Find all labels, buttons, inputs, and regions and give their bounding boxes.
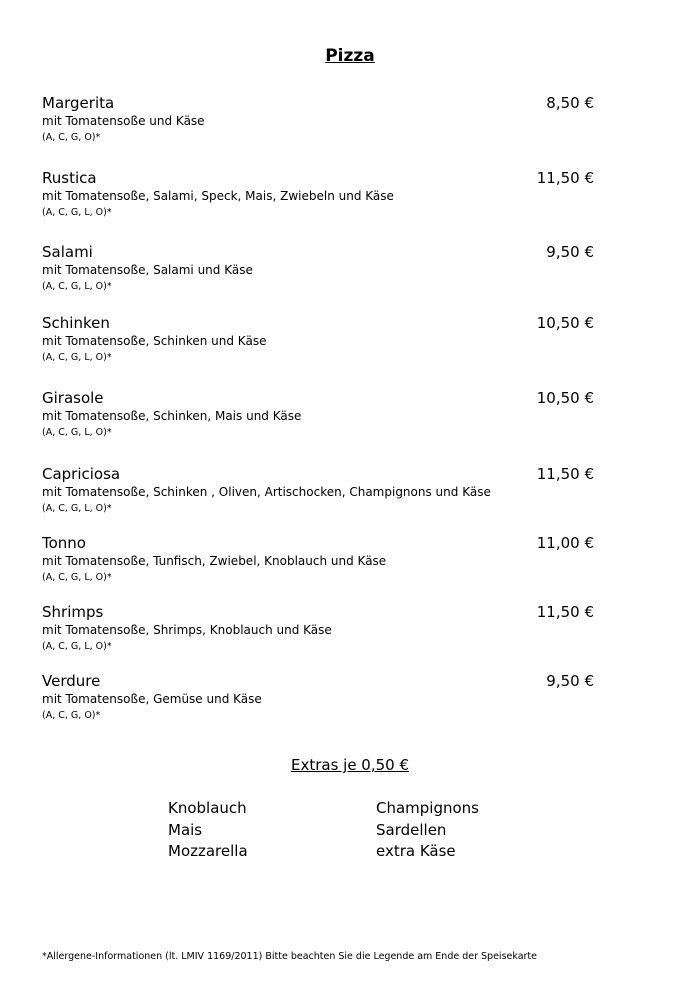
item-description: mit Tomatensoße, Schinken und Käse bbox=[42, 334, 267, 348]
extras-list-left bbox=[168, 798, 248, 863]
item-name: Capriciosa bbox=[42, 465, 121, 483]
allergen-footnote: *Allergene-Informationen (lt. LMIV 1169/2011) Bitte beachten Sie die Legende am Ende der Speisekarte bbox=[42, 951, 537, 962]
item-name: Rustica bbox=[42, 169, 97, 187]
item-allergens: (A, C, G, L, O)* bbox=[42, 281, 112, 292]
menu-item-salami bbox=[42, 243, 598, 293]
item-name: Shrimps bbox=[42, 603, 104, 621]
item-allergens: (A, C, G, O)* bbox=[42, 710, 101, 721]
item-price: 10,50 € bbox=[536, 314, 594, 332]
item-name: Schinken bbox=[42, 314, 110, 332]
item-price: 11,50 € bbox=[536, 465, 594, 483]
menu-item-verdure bbox=[42, 672, 598, 722]
item-allergens: (A, C, G, L, O)* bbox=[42, 427, 112, 438]
item-allergens: (A, C, G, L, O)* bbox=[42, 352, 112, 363]
menu-item-girasole bbox=[42, 389, 598, 439]
item-description: mit Tomatensoße, Schinken, Mais und Käse bbox=[42, 409, 302, 423]
extras-title: Extras je 0,50 € bbox=[290, 756, 410, 774]
item-price: 8,50 € bbox=[546, 94, 594, 112]
item-name: Tonno bbox=[42, 534, 86, 552]
item-price: 11,50 € bbox=[536, 603, 594, 621]
item-description: mit Tomatensoße, Gemüse und Käse bbox=[42, 692, 262, 706]
item-price: 9,50 € bbox=[546, 243, 594, 261]
item-name: Girasole bbox=[42, 389, 104, 407]
item-price: 11,50 € bbox=[536, 169, 594, 187]
item-price: 11,00 € bbox=[536, 534, 594, 552]
item-description: mit Tomatensoße, Shrimps, Knoblauch und Käse bbox=[42, 623, 332, 637]
item-price: 10,50 € bbox=[536, 389, 594, 407]
item-description: mit Tomatensoße, Tunfisch, Zwiebel, Knoblauch und Käse bbox=[42, 554, 387, 568]
item-name: Salami bbox=[42, 243, 93, 261]
extras-item: Sardellen bbox=[376, 820, 447, 839]
item-name: Verdure bbox=[42, 672, 101, 690]
extras-item: Knoblauch bbox=[168, 799, 247, 817]
item-allergens: (A, C, G, O)* bbox=[42, 132, 101, 143]
menu-item-tonno bbox=[42, 534, 598, 584]
extras-item: Mozzarella bbox=[168, 842, 248, 860]
item-price: 9,50 € bbox=[546, 672, 594, 690]
item-description: mit Tomatensoße, Schinken , Oliven, Artischocken, Champignons und Käse bbox=[42, 485, 491, 499]
extras-item: Mais bbox=[168, 820, 203, 839]
extras-item: extra Käse bbox=[376, 842, 456, 860]
extras-item: Champignons bbox=[376, 799, 480, 817]
item-allergens: (A, C, G, L, O)* bbox=[42, 572, 112, 583]
menu-item-schinken bbox=[42, 314, 598, 364]
item-description: mit Tomatensoße, Salami, Speck, Mais, Zwiebeln und Käse bbox=[42, 189, 394, 203]
item-name: Margerita bbox=[42, 94, 115, 112]
item-allergens: (A, C, G, L, O)* bbox=[42, 503, 112, 514]
item-allergens: (A, C, G, L, O)* bbox=[42, 207, 112, 218]
extras-list-right bbox=[376, 798, 479, 863]
item-description: mit Tomatensoße und Käse bbox=[42, 114, 205, 128]
menu-item-margerita bbox=[42, 94, 598, 144]
menu-item-capriciosa bbox=[42, 465, 598, 515]
item-allergens: (A, C, G, L, O)* bbox=[42, 641, 112, 652]
menu-item-rustica bbox=[42, 169, 598, 219]
menu-item-shrimps bbox=[42, 603, 598, 653]
item-description: mit Tomatensoße, Salami und Käse bbox=[42, 263, 253, 277]
page-title: Pizza bbox=[325, 46, 375, 66]
